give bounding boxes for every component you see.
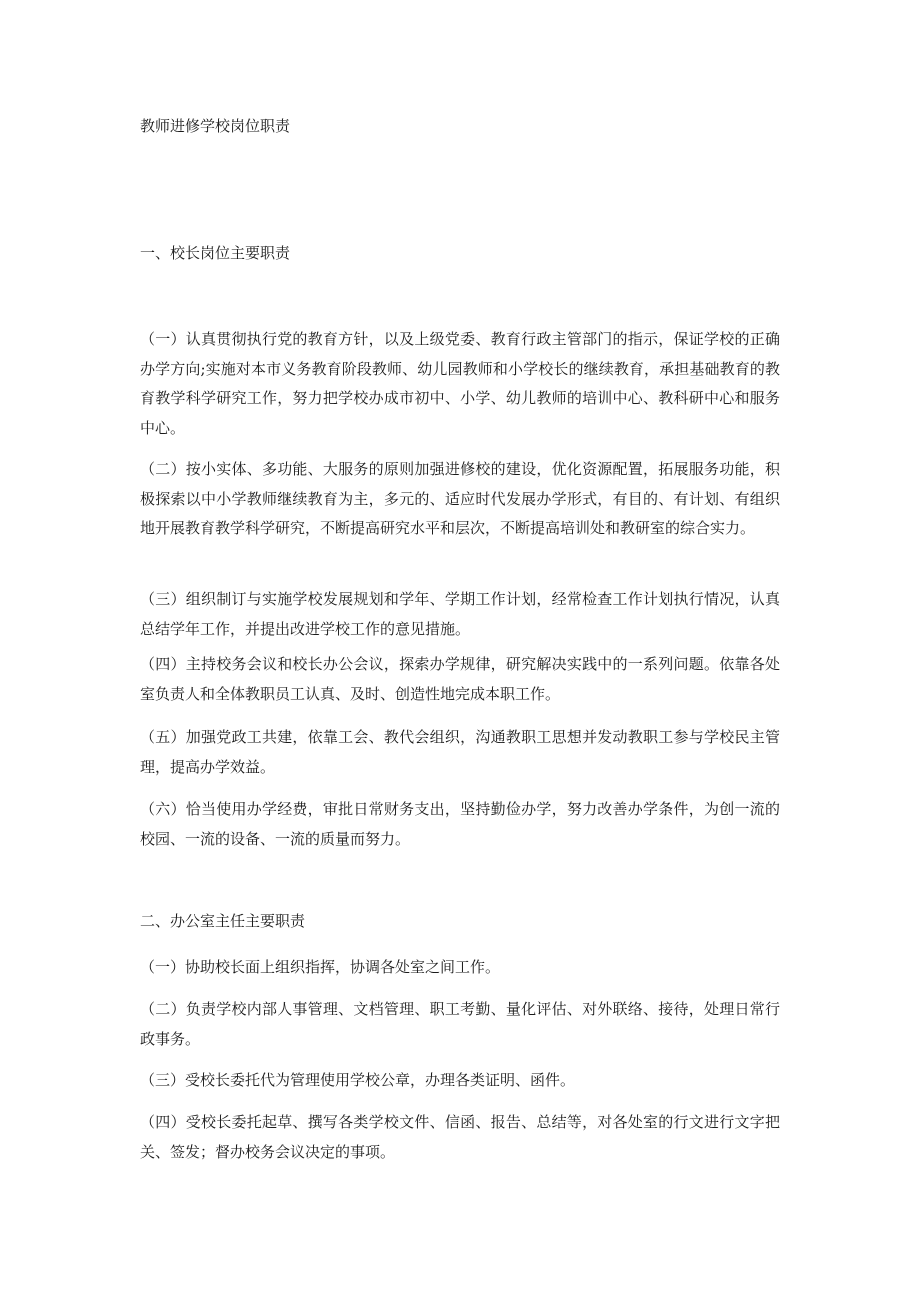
principal-duty-6: （六）恰当使用办学经费，审批日常财务支出，坚持勤俭办学，努力改善办学条件，为创一流的校园、一流的设备、一流的质量而努力。: [140, 800, 780, 848]
principal-duty-1: （一）认真贯彻执行党的教育方针，以及上级党委、教育行政主管部门的指示，保证学校的正确办学方向;实施对本市义务教育阶段教师、幼儿园教师和小学校长的继续教育，承担基础教育的教育教学科学研究工作，努力把学校办成市初中、小学、幼儿教师的培训中心、教科研中心和服务中心。: [140, 330, 780, 437]
office-duty-1: （一）协助校长面上组织指挥，协调各处室之间工作。: [140, 958, 501, 976]
principal-duty-4: （四）主持校务会议和校长办公会议，探索办学规律，研究解决实践中的一系列问题。依靠各处室负责人和全体教职员工认真、及时、创造性地完成本职工作。: [140, 655, 780, 703]
section-heading-office-director: 二、办公室主任主要职责: [140, 912, 306, 930]
principal-duty-2: （二）按小实体、多功能、大服务的原则加强进修校的建设，优化资源配置，拓展服务功能，积极探索以中小学教师继续教育为主，多元的、适应时代发展办学形式，有目的、有计划、有组织地开展教育教学科学研究，不断提高研究水平和层次，不断提高培训处和教研室的综合实力。: [140, 460, 780, 537]
office-duty-2: （二）负责学校内部人事管理、文档管理、职工考勤、量化评估、对外联络、接待，处理日常行政事务。: [140, 1000, 780, 1048]
principal-duty-5: （五）加强党政工共建，依靠工会、教代会组织，沟通教职工思想并发动教职工参与学校民主管理，提高办学效益。: [140, 728, 780, 776]
document-title: 教师进修学校岗位职责: [140, 117, 291, 135]
section-heading-principal: 一、校长岗位主要职责: [140, 244, 291, 262]
office-duty-4: （四）受校长委托起草、撰写各类学校文件、信函、报告、总结等，对各处室的行文进行文字把关、签发；督办校务会议决定的事项。: [140, 1113, 780, 1161]
principal-duty-3: （三）组织制订与实施学校发展规划和学年、学期工作计划，经常检查工作计划执行情况，认真总结学年工作，并提出改进学校工作的意见措施。: [140, 590, 780, 638]
office-duty-3: （三）受校长委托代为管理使用学校公章，办理各类证明、函件。: [140, 1071, 576, 1089]
